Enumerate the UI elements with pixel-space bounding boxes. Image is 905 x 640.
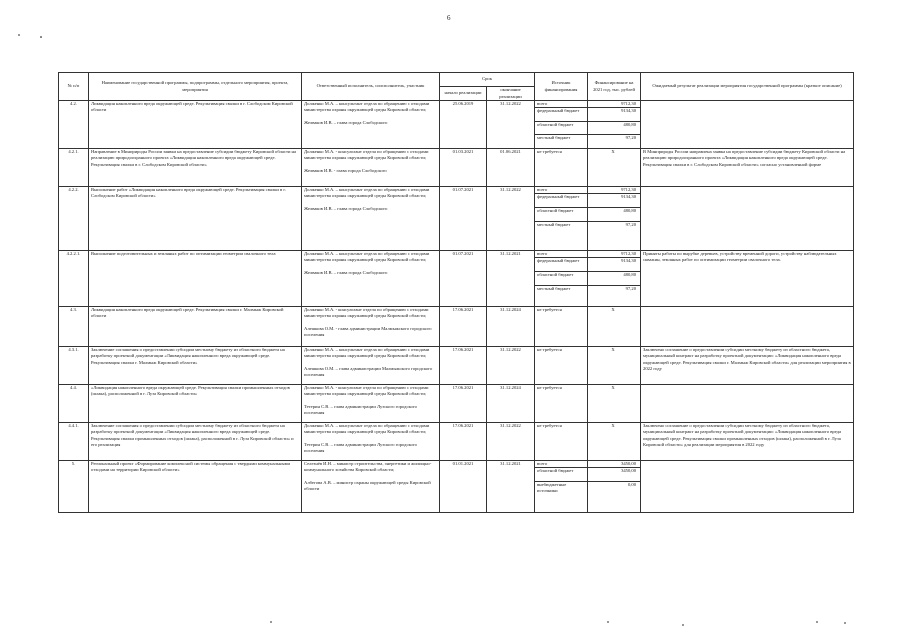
scan-speck — [18, 34, 20, 36]
row-sources — [535, 347, 588, 385]
funding-source: не требуется — [537, 149, 562, 155]
scan-speck — [844, 622, 846, 624]
scan-speck — [270, 621, 272, 623]
row-end-date: 31.12.2022 — [487, 347, 535, 385]
responsible-person: Тетерин С.В. – глава администрации Лузского городского поселения — [304, 441, 417, 454]
table-row — [59, 307, 854, 347]
row-number: 4.2. — [59, 101, 89, 149]
funding-source: областной бюджет — [535, 122, 587, 136]
row-expected-result — [641, 101, 854, 149]
program-table — [58, 72, 854, 513]
row-start-date: 01.03.2021 — [440, 149, 487, 187]
row-number: 4.2.2. — [59, 187, 89, 251]
row-amounts — [588, 187, 641, 251]
row-responsible — [302, 101, 440, 149]
responsible-person: Желваков И.В. – глава города Слободского — [304, 119, 388, 125]
table-row — [59, 187, 854, 251]
funding-amount: 97,20 — [625, 221, 637, 227]
funding-amount: 9134,30 — [588, 194, 640, 208]
responsible-person: Долженко М.А. - консультант отдела по обращению с отходами министерства охраны окружающей среды Кировской области; — [304, 385, 429, 397]
funding-amount: 3450,00 — [588, 468, 640, 482]
funding-amount: X — [611, 149, 615, 155]
responsible-person: Желваков И.В. – глава города Слободского — [304, 205, 388, 211]
funding-source: не требуется — [537, 347, 562, 353]
responsible-person: Желваков И.В. - глава города Слободского — [304, 167, 387, 173]
row-start-date: 25.06.2019 — [440, 101, 487, 149]
funding-source: не требуется — [537, 423, 562, 429]
row-amounts — [588, 251, 641, 307]
responsible-person: Тетерин С.В. – глава администрации Лузского городского поселения — [304, 403, 417, 416]
row-end-date: 31.12.2024 — [487, 385, 535, 423]
row-end-date: 31.12.2022 — [487, 187, 535, 251]
row-end-date: 31.12.2022 — [487, 101, 535, 149]
responsible-person: Долженко М.А. – консультант отдела по обращению с отходами министерства охраны окружающей среды Кировской области; — [304, 101, 430, 113]
funding-amount: X — [611, 385, 615, 391]
funding-source: местный бюджет — [537, 221, 571, 227]
row-end-date: 31.12.2022 — [487, 423, 535, 461]
funding-source: местный бюджет — [537, 135, 571, 141]
table-row — [59, 385, 854, 423]
header-end: окончание реализации — [487, 87, 535, 101]
responsible-person: Долженко М.А. – консультант отдела по обращению с отходами министерства охраны окружающей среды Кировской области; — [304, 251, 430, 263]
funding-source: всего — [535, 187, 587, 194]
row-amounts — [588, 423, 641, 461]
funding-amount: 480,80 — [588, 272, 640, 286]
header-start: начало реализации — [440, 87, 487, 101]
row-number: 4.3.1. — [59, 347, 89, 385]
row-expected-result: Заключено соглашение о предоставлении субсидии местному бюджету из областного бюджета, муниципальный контракт на разработку проектной документации: «Ликвидация накопленного вреда окружающей среде. Рекультивация свалки промышленных отходов (шлака), расположенной в г. Луза Кировской области» для реализации мероприятия в 2022 году — [641, 423, 854, 461]
responsible-person: Долженко М.А. – консультант отдела по обращению с отходами министерства охраны окружающей среды Кировской области; — [304, 347, 430, 359]
funding-amount: 480,80 — [588, 208, 640, 222]
row-expected-result — [641, 187, 854, 251]
row-start-date: 17.06.2021 — [440, 307, 487, 347]
funding-amount: 97,20 — [625, 135, 637, 141]
row-end-date: 31.12.2021 — [487, 251, 535, 307]
funding-amount: 9712,30 — [588, 251, 640, 258]
responsible-person: Долженко М.А. – консультант отдела по обращению с отходами министерства охраны окружающей среды Кировской области; — [304, 187, 430, 199]
responsible-person: Долженко М.А. - консультант отдела по обращению с отходами министерства охраны окружающей среды Кировской области; — [304, 149, 429, 161]
row-expected-result — [641, 385, 854, 423]
row-start-date: 01.01.2021 — [440, 461, 487, 513]
row-responsible — [302, 187, 440, 251]
header-num: № п/п — [59, 73, 89, 101]
funding-source: федеральный бюджет — [535, 108, 587, 122]
row-responsible — [302, 149, 440, 187]
row-amounts — [588, 149, 641, 187]
row-name: Выполнение работ «Ликвидация накопленного вреда окружающей среде. Рекультивация свалки в г. Слободском Кировской области» — [89, 187, 302, 251]
row-responsible — [302, 307, 440, 347]
funding-amount: 9134,30 — [588, 108, 640, 122]
row-expected-result: Приняты работы по вырубке деревьев, устройству временной дороги, устройству наблюдательных скважин, земляных работ по оптимизации геометрии свалочного тела. — [641, 251, 854, 307]
header-result: Ожидаемый результат реализации мероприятия государственной программы (краткое описание) — [641, 73, 854, 101]
row-responsible — [302, 423, 440, 461]
funding-amount: 3450,00 — [588, 461, 640, 468]
table-row — [59, 347, 854, 385]
row-start-date: 17.06.2021 — [440, 347, 487, 385]
table-row — [59, 149, 854, 187]
responsible-person: Алешкова О.М. – глава администрации Малмыжского городского поселения — [304, 365, 433, 378]
row-sources — [535, 149, 588, 187]
row-responsible — [302, 385, 440, 423]
row-end-date: 01.06.2021 — [487, 149, 535, 187]
row-amounts — [588, 101, 641, 149]
scan-speck — [682, 624, 684, 626]
header-source: Источник финансирования — [535, 73, 588, 101]
funding-source: внебюджетные источники — [537, 481, 567, 494]
funding-source: областной бюджет — [535, 272, 587, 286]
scan-speck — [40, 36, 42, 38]
table-row — [59, 101, 854, 149]
row-start-date: 17.06.2021 — [440, 385, 487, 423]
row-sources — [535, 101, 588, 149]
row-number: 4.2.1. — [59, 149, 89, 187]
funding-source: всего — [535, 101, 587, 108]
row-name: «Ликвидация накопленного вреда окружающей среде. Рекультивация свалки промышленных отходов (шлака), расположенной в г. Луза Кировской области» — [89, 385, 302, 423]
responsible-person: Долженко М.А. – консультант отдела по обращению с отходами министерства охраны окружающей среды Кировской области; — [304, 423, 430, 435]
header-term: Срок — [440, 73, 535, 87]
table-row — [59, 423, 854, 461]
funding-source: областной бюджет — [535, 468, 587, 482]
row-amounts — [588, 385, 641, 423]
funding-amount: X — [611, 307, 615, 313]
table-row — [59, 251, 854, 307]
row-end-date: 31.12.2021 — [487, 461, 535, 513]
responsible-person: Албегова А.В. – министр охраны окружающей среды Кировской области — [304, 479, 431, 492]
header-responsible: Ответственный исполнитель, соисполнитель, участник — [302, 73, 440, 101]
row-expected-result — [641, 461, 854, 513]
row-responsible — [302, 347, 440, 385]
row-name: Выполнение подготовительных и земляных работ по оптимизации геометрии свалочного тела — [89, 251, 302, 307]
row-expected-result — [641, 307, 854, 347]
responsible-person: Селезнёв И.Н. – министр строительства, энергетики и жилищно-коммунального хозяйства Кировской области; — [304, 461, 432, 473]
funding-amount: 9712,30 — [588, 187, 640, 194]
row-sources — [535, 187, 588, 251]
header-financing: Финансирование на 2021 год, тыс. рублей — [588, 73, 641, 101]
row-sources — [535, 307, 588, 347]
table-header — [59, 73, 854, 101]
funding-source: местный бюджет — [537, 285, 571, 291]
row-number: 4.3. — [59, 307, 89, 347]
row-name: Ликвидация накопленного вреда окружающей среде. Рекультивация свалки в г. Слободском Кировской области — [89, 101, 302, 149]
row-sources — [535, 461, 588, 513]
row-name: Региональный проект «Формирование комплексной системы обращения с твердыми коммунальными отходами на территории Кировской области» — [89, 461, 302, 513]
funding-source: всего — [535, 251, 587, 258]
funding-source: федеральный бюджет — [535, 258, 587, 272]
row-responsible — [302, 251, 440, 307]
row-number: 4.2.2.1. — [59, 251, 89, 307]
row-amounts — [588, 347, 641, 385]
funding-amount: X — [611, 423, 615, 429]
funding-source: федеральный бюджет — [535, 194, 587, 208]
row-expected-result: В Минприроды России направлена заявка на предоставление субсидии бюджету Кировской области на реализацию природоохранного проекта «Ликвидация накопленного вреда окружающей среде. Рекультивация свалки в г. Слободском Кировской области» согласно установленной форме — [641, 149, 854, 187]
row-expected-result: Заключено соглашение о предоставлении субсидии местному бюджету из областного бюджета, муниципальный контракт на разработку проектной документации: «Ликвидация накопленного вреда окружающей среде. Рекультивация свалки г. Малмыж Кировской области» для реализации мероприятия в 2022 году — [641, 347, 854, 385]
funding-source: не требуется — [537, 307, 562, 313]
funding-source: не требуется — [537, 385, 562, 391]
scan-speck — [816, 621, 818, 623]
row-name: Заключение соглашения о предоставлении субсидии местному бюджету из областного бюджета на разработку проектной документации «Ликвидация накопленного вреда окружающей среде. Рекультивация свалки г. Малмыж Кировской области» — [89, 347, 302, 385]
responsible-person: Долженко М.А. - консультант отдела по обращению с отходами министерства охраны окружающей среды Кировской области; — [304, 307, 429, 319]
row-start-date: 01.07.2021 — [440, 251, 487, 307]
row-name: Ликвидация накопленного вреда окружающей среде. Рекультивация свалки г. Малмыж Кировской области — [89, 307, 302, 347]
row-sources — [535, 423, 588, 461]
row-responsible — [302, 461, 440, 513]
responsible-person: Желваков И.В. – глава города Слободского — [304, 269, 388, 275]
row-start-date: 01.07.2021 — [440, 187, 487, 251]
row-amounts — [588, 461, 641, 513]
row-number: 5. — [59, 461, 89, 513]
responsible-person: Алешкова О.М. - глава администрации Малмыжского городского поселения — [304, 325, 432, 338]
row-end-date: 31.12.2024 — [487, 307, 535, 347]
funding-amount: X — [611, 347, 615, 353]
page-number: 6 — [447, 14, 451, 22]
funding-source: областной бюджет — [535, 208, 587, 222]
table-row — [59, 461, 854, 513]
funding-amount: 480,80 — [588, 122, 640, 136]
table-body — [59, 101, 854, 513]
row-name: Заключение соглашения о предоставлении субсидии местному бюджету из областного бюджета на разработку проектной документации «Ликвидация накопленного вреда окружающей среде. Рекультивация свалки промышленных отходов (шлака), расположенной в г. Луза Кировской области» и его реализация — [89, 423, 302, 461]
funding-amount: 0,00 — [627, 481, 637, 487]
row-sources — [535, 385, 588, 423]
funding-amount: 9712,30 — [588, 101, 640, 108]
row-amounts — [588, 307, 641, 347]
row-sources — [535, 251, 588, 307]
row-number: 4.4.1. — [59, 423, 89, 461]
header-name: Наименование государственной программы, подпрограммы, отдельного мероприятия, проекта, мероприятия — [89, 73, 302, 101]
funding-amount: 97,20 — [625, 285, 637, 291]
funding-amount: 9134,30 — [588, 258, 640, 272]
row-number: 4.4. — [59, 385, 89, 423]
row-name: Направление в Минприроды России заявки на предоставление субсидии бюджету Кировской области на реализацию природоохранного проекта «Ликвидация накопленного вреда окружающей среде. Рекультивация свалки в г. Слободском Кировской области» — [89, 149, 302, 187]
funding-source: всего — [535, 461, 587, 468]
scan-speck — [607, 621, 609, 623]
row-start-date: 17.06.2021 — [440, 423, 487, 461]
